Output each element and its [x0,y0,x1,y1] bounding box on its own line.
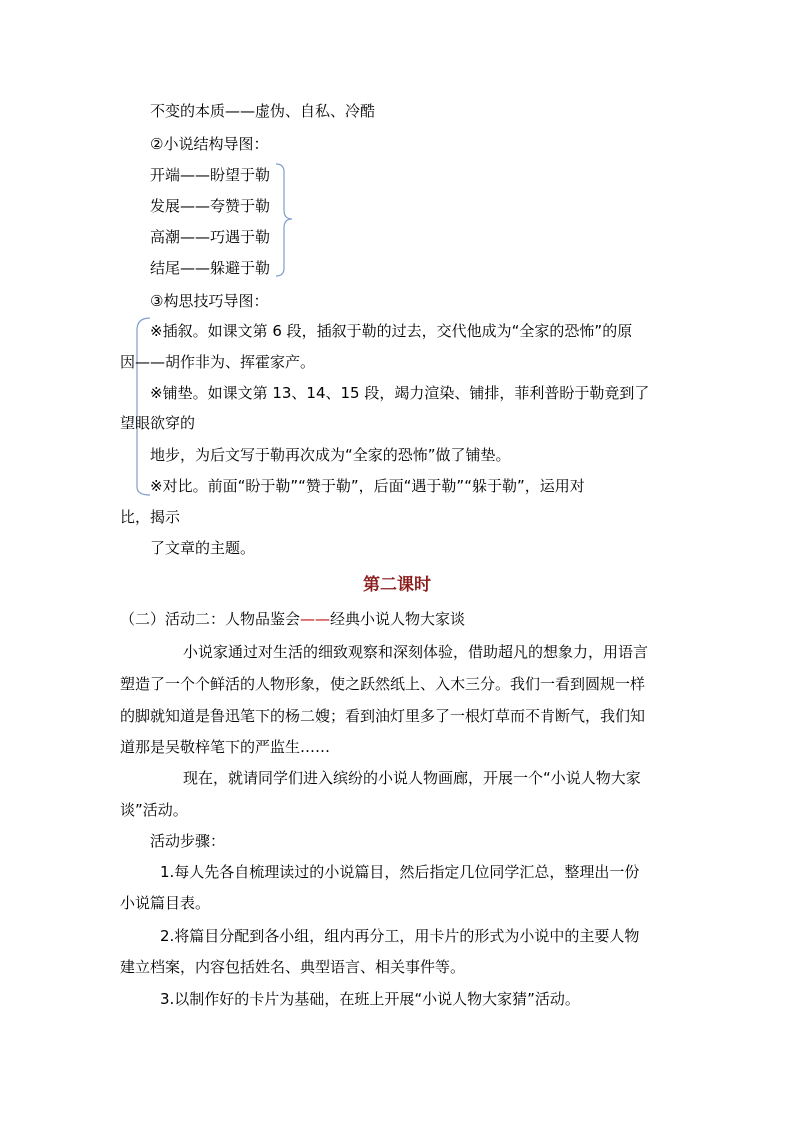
structure-item-ending: 结尾——躲避于勒 [150,259,271,277]
section-title: 第二课时 [363,575,431,595]
activity-heading-prefix: （二）活动二：人物品鉴会 [120,610,301,628]
technique-contrast-line3: 了文章的主题。 [150,539,256,557]
technique-flashback-line2: 因——胡作非为、挥霍家产。 [120,353,316,371]
step3-line: 3.以制作好的卡片为基础，在班上开展“小说人物大家猜”活动。 [160,990,580,1008]
intro-para-line4: 道那是吴敬梓笔下的严监生…… [120,738,331,756]
activity-heading-dash: —— [300,610,331,628]
steps-heading: 活动步骤： [150,832,226,850]
invite-para-line2: 谈”活动。 [120,801,188,819]
step2-line2: 建立档案，内容包括姓名、典型语言、相关事件等。 [120,958,466,976]
structure-bracket [276,164,292,276]
intro-para-line1: 小说家通过对生活的细致观察和深刻体验，借助超凡的想象力，用语言 [183,643,649,661]
technique-flashback-line1: ※插叙。如课文第 6 段，插叙于勒的过去，交代他成为“全家的恐怖”的原 [150,322,633,340]
structure-item-climax: 高潮——巧遇于勒 [150,228,271,246]
technique-bracket [137,318,150,495]
technique-contrast-line1: ※对比。前面“盼于勒”“赞于勒”，后面“遇于勒”“躲于勒”，运用对 [150,477,585,495]
step2-line1: 2.将篇目分配到各小组，组内再分工，用卡片的形式为小说中的主要人物 [160,927,640,945]
technique-map-heading: ③构思技巧导图： [150,292,269,310]
technique-foreshadow-line2: 望眼欲穿的 [120,414,196,432]
intro-para-line3: 的脚就知道是鲁迅笔下的杨二嫂；看到油灯里多了一根灯草而不肯断气，我们知 [120,707,646,725]
activity-heading-suffix: 经典小说人物大家谈 [330,610,466,628]
technique-contrast-line2: 比，揭示 [120,508,181,526]
step1-line2: 小说篇目表。 [120,894,211,912]
technique-foreshadow-line1: ※铺垫。如课文第 13、14、15 段，竭力渲染、铺排，菲利普盼于勒竟到了 [150,384,650,402]
step1-line1: 1.每人先各自梳理读过的小说篇目，然后指定几位同学汇总，整理出一份 [160,863,640,881]
structure-item-beginning: 开端——盼望于勒 [150,166,271,184]
activity-heading [120,609,465,629]
structure-item-development: 发展——夸赞于勒 [150,197,271,215]
technique-foreshadow-line3: 地步，为后文写于勒再次成为“全家的恐怖”做了铺垫。 [150,446,511,464]
intro-para-line2: 塑造了一个个鲜活的人物形象，使之跃然纸上、入木三分。我们一看到圆规一样 [120,675,646,693]
structure-map-heading: ②小说结构导图： [150,135,269,153]
invite-para-line1: 现在，就请同学们进入缤纷的小说人物画廊，开展一个“小说人物大家 [183,769,641,787]
essence-line: 不变的本质——虚伪、自私、冷酷 [150,102,376,120]
